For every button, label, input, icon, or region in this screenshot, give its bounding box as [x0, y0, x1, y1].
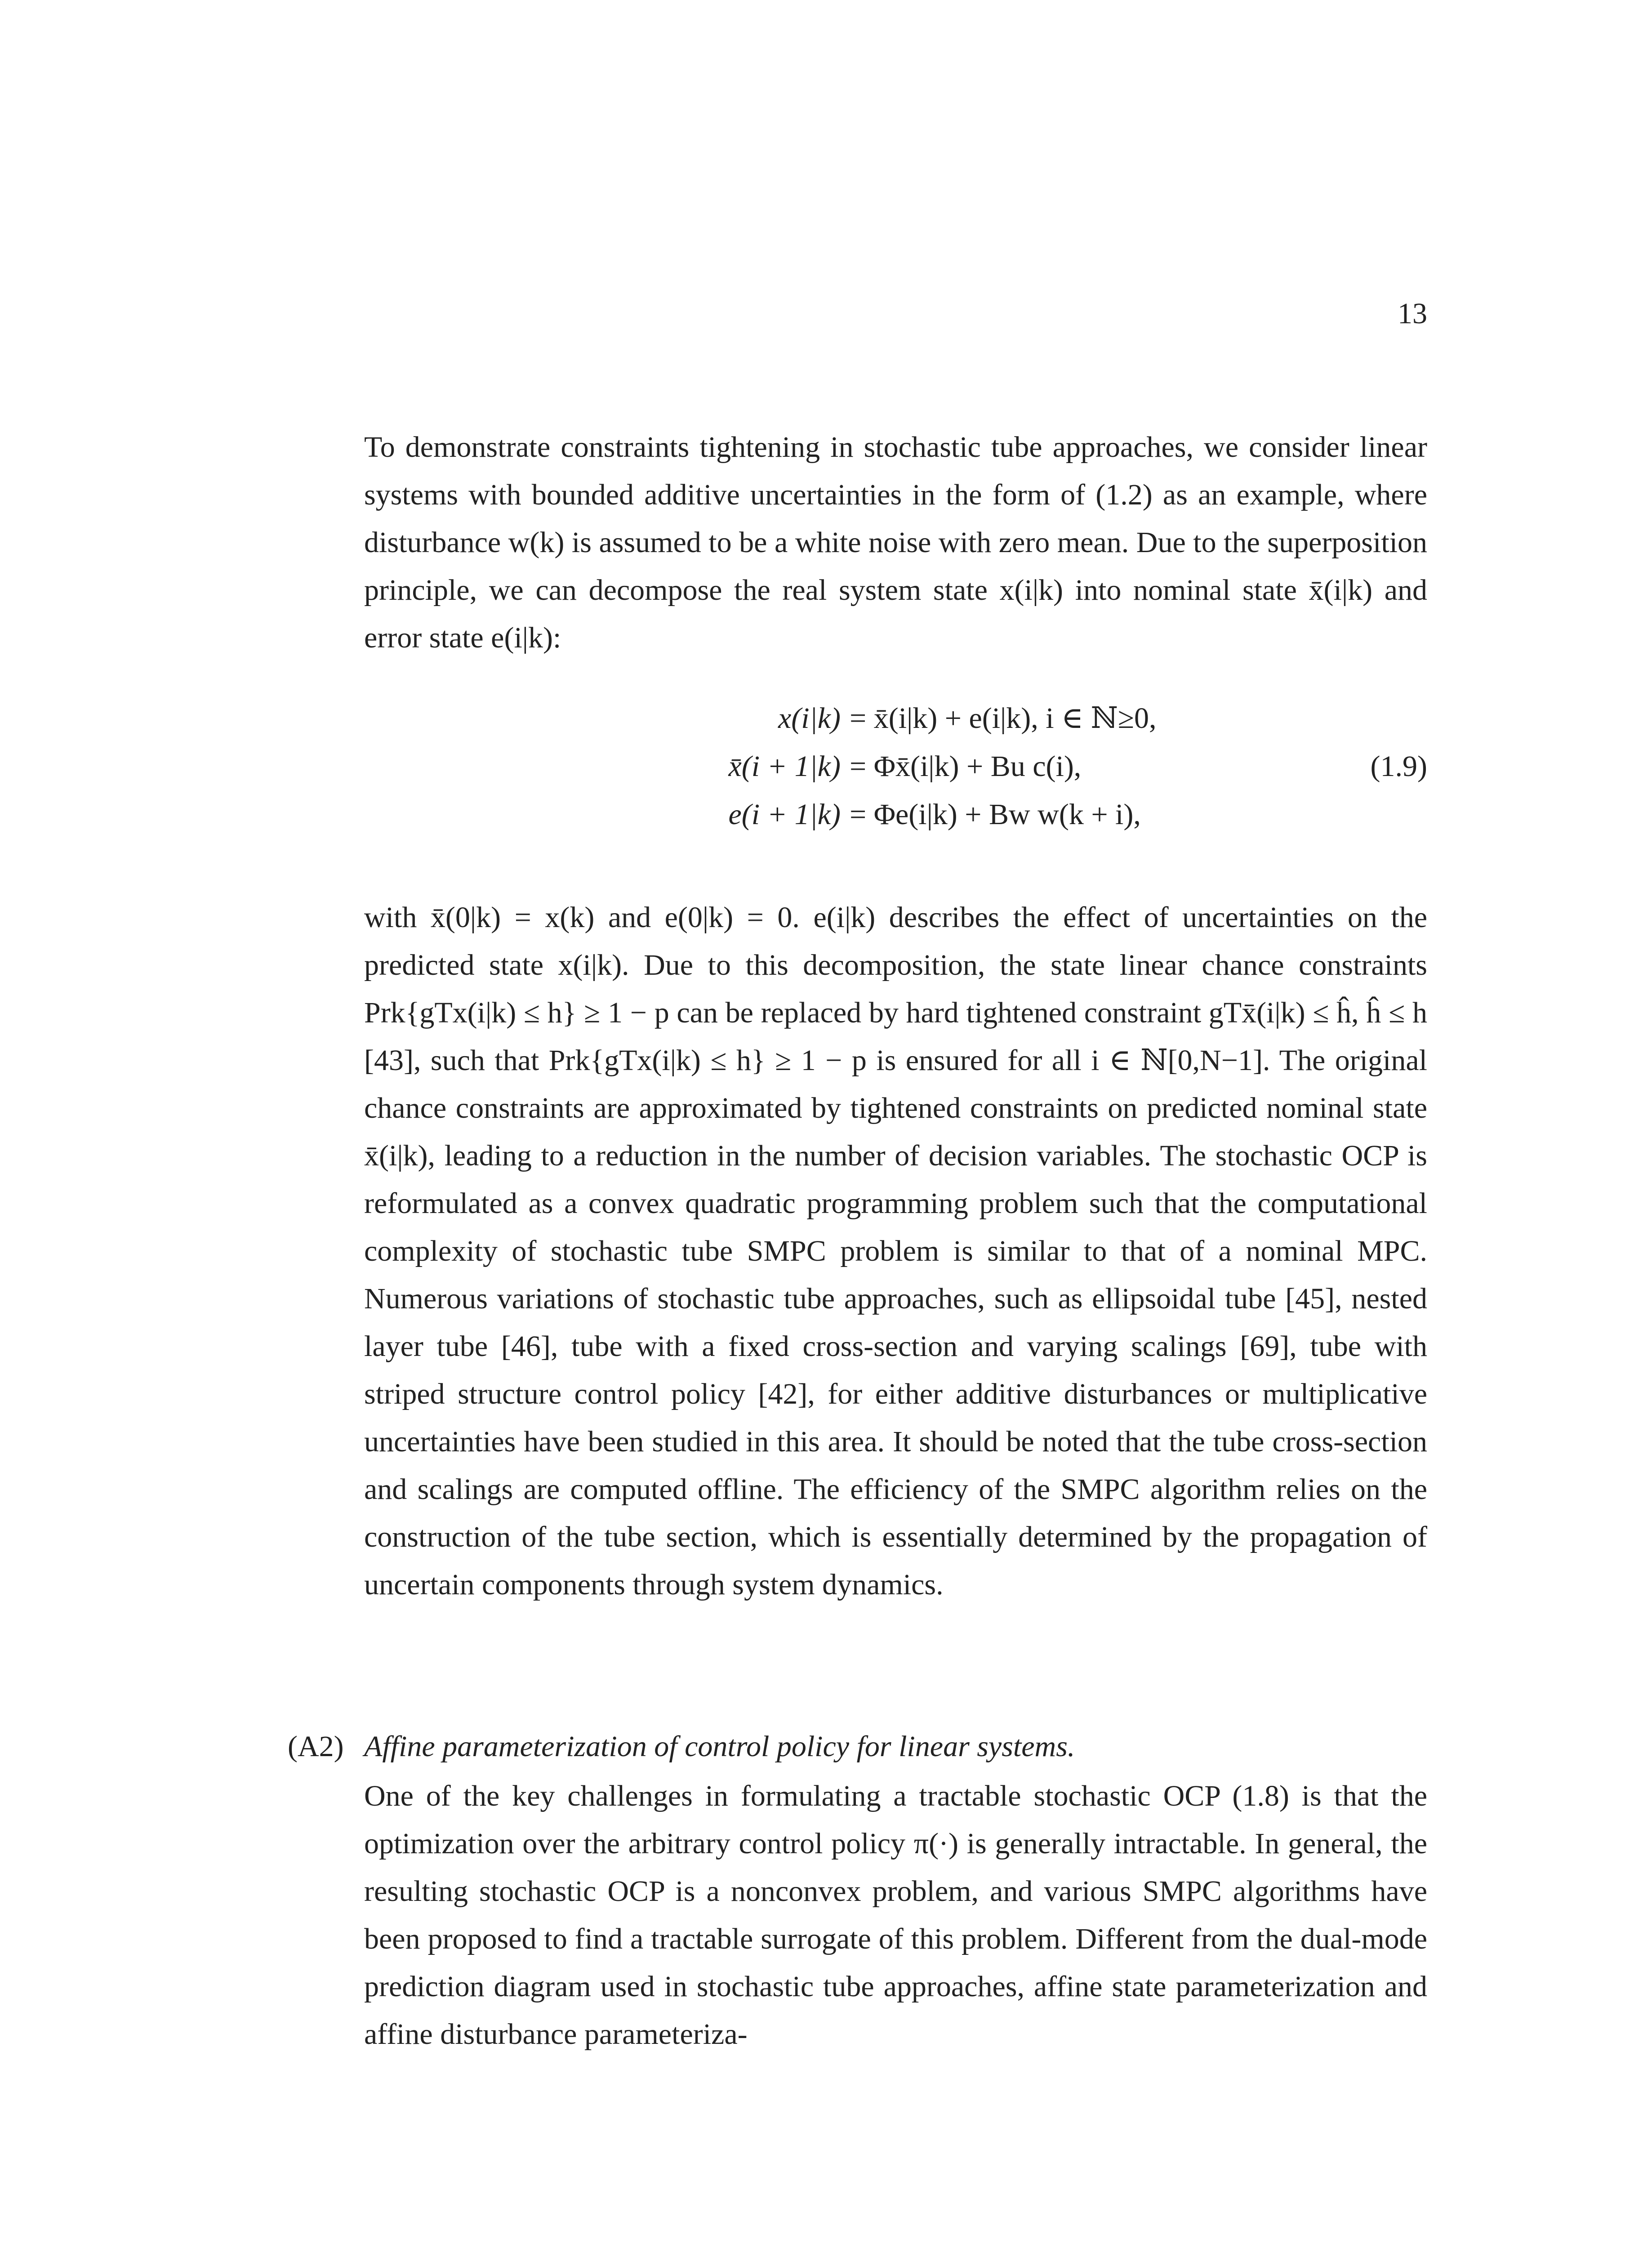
equation-row — [364, 791, 1427, 839]
equation-lhs: e(i + 1|k) — [728, 798, 841, 831]
equation-rhs: = x̄(i|k) + e(i|k), i ∈ ℕ≥0, — [850, 702, 1157, 735]
equation-row — [364, 695, 1427, 742]
equation-lhs: x(i|k) — [778, 702, 841, 735]
equation-rhs: = Φe(i|k) + Bw w(k + i), — [850, 798, 1141, 831]
list-item-title: Affine parameterization of control policy for linear systems. — [364, 1730, 1075, 1763]
equation-row — [364, 743, 1427, 790]
equation-lhs: x̄(i + 1|k) — [728, 750, 841, 783]
equation-number: (1.9) — [1370, 750, 1427, 783]
page-number: 13 — [1398, 297, 1427, 330]
paragraph-affine-parameterization: One of the key challenges in formulating a tractable stochastic OCP (1.8) is that the optimization over the arbitrary control policy π(·) is generally intractable. In general, the resulting stochastic OCP is a nonconvex problem, and various SMPC algorithms have been proposed to find a tractable surrogate of this problem. Different from the dual-mode prediction diagram used in stochastic tube approaches, affine state parameterization and affine disturbance parameteriza- — [364, 1780, 1427, 2051]
paragraph-tube-intro: To demonstrate constraints tightening in stochastic tube approaches, we consider linear systems with bounded additive uncertainties in the form of (1.2) as an example, where disturbance w(k) is assumed to be a white noise with zero mean. Due to the superposition principle, we can decompose the real system state x(i|k) into nominal state x̄(i|k) and error state e(i|k): — [364, 431, 1427, 654]
list-item-label: (A2) — [288, 1730, 344, 1763]
equation-1-9 — [364, 695, 1427, 843]
equation-rhs: = Φx̄(i|k) + Bu c(i), — [850, 750, 1082, 783]
paragraph-decomposition: with x̄(0|k) = x(k) and e(0|k) = 0. e(i|k) describes the effect of uncertainties on the predicted state x(i|k). Due to this decomposition, the state linear chance constraints Prk{gTx(i|k) ≤ h} ≥ 1 − p can be replaced by hard tightened constraint gTx̄(i|k) ≤ ĥ, ĥ ≤ h [43], such that Prk{gTx(i|k) ≤ h} ≥ 1 − p is ensured for all i ∈ ℕ[0,N−1]. The original chance constraints are approximated by tightened constraints on predicted nominal state x̄(i|k), leading to a reduction in the number of decision variables. The stochastic OCP is reformulated as a convex quadratic programming problem such that the computational complexity of stochastic tube SMPC problem is similar to that of a nominal MPC. Numerous variations of stochastic tube approaches, such as ellipsoidal tube [45], nested layer tube [46], tube with a fixed cross-section and varying scalings [69], tube with striped structure control policy [42], for either additive disturbances or multiplicative uncertainties have been studied in this area. It should be noted that the tube cross-section and scalings are computed offline. The efficiency of the SMPC algorithm relies on the construction of the tube section, which is essentially determined by the propagation of uncertain components through system dynamics. — [364, 901, 1427, 1601]
